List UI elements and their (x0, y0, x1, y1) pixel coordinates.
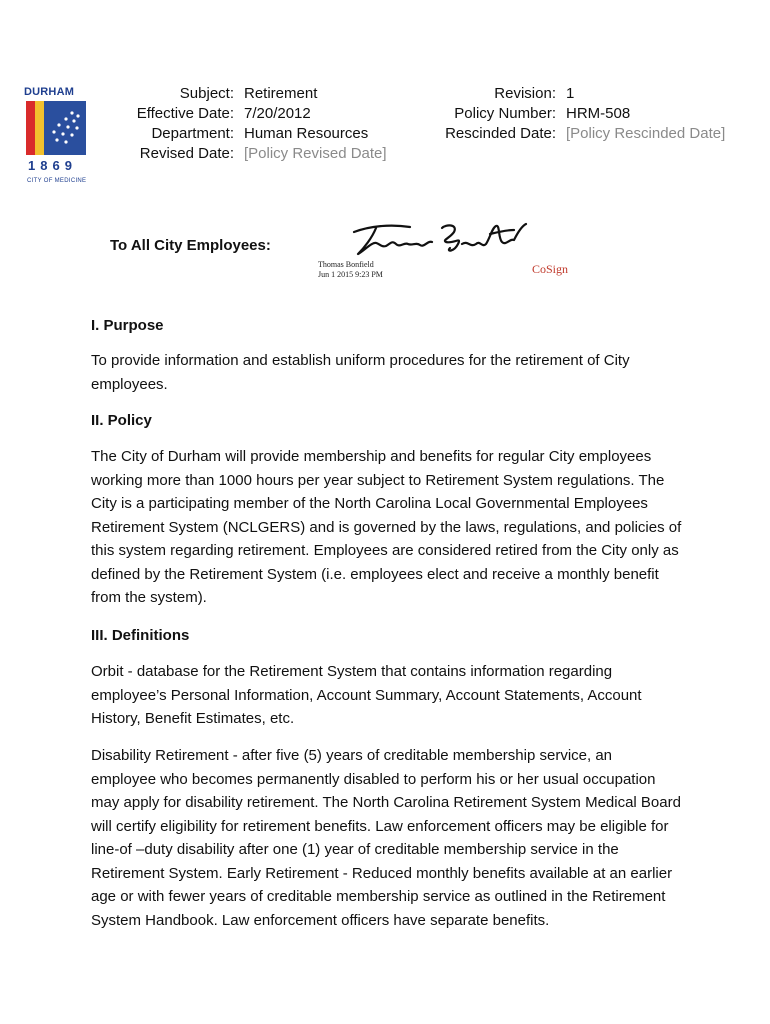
logo-wordmark: DURHAM (24, 86, 75, 98)
signer-name: Thomas Bonfield (318, 260, 374, 269)
revised-date-label: Revised Date: (139, 145, 234, 162)
definitions-disability: Disability Retirement - after five (5) years of creditable membership service, an employee who becomes permanently disabled to perform his or her usual occupation may apply for disability retirement. The North Carolina Retirement System Medical Board will certify eligibility for retirement benefits. Law enforcement officers may be eligible for line-of –duty disability after one (1) year of creditable membership service in the Retirement System. Early Retirement - Reduced monthly benefits available at an earlier age or with fewer years of creditable membership service as outlined in the Retirement System Handbook. Law enforcement officers have separate benefits. (91, 747, 681, 929)
rescinded-date-label: Rescinded Date: (445, 125, 556, 142)
header-left-labels (96, 84, 234, 164)
logo-red-stripe (26, 101, 35, 155)
header-right-values (566, 84, 725, 144)
policy-text: The City of Durham will provide membership and benefits for regular City employees working more than 1000 hours per year subject to Retirement System regulations. The City is a participating member of the North Carolina Local Governmental Employees Retirement System (NCLGERS) and is governed by the laws, regulations, and policies of this system regarding retirement. Employees are considered retired from the City only as defined by the Retirement System (i.e. employees elect and receive a monthly benefit from the system). (91, 448, 682, 606)
header-right-labels (420, 84, 556, 144)
revision-label: Revision: (494, 85, 556, 102)
subject-label: Subject: (179, 85, 234, 102)
logo-yellow-stripe (35, 101, 44, 155)
logo-blue-field (44, 101, 86, 155)
effective-date-value: 7/20/2012 (244, 105, 311, 122)
policy-number-value: HRM-508 (566, 105, 631, 122)
policy-heading: II. Policy (91, 412, 152, 429)
handwritten-signature (350, 218, 530, 260)
effective-date-label: Effective Date: (136, 105, 234, 122)
definitions-heading: III. Definitions (91, 627, 190, 644)
city-logo (24, 86, 88, 194)
logo-year: 1869 (28, 158, 77, 173)
rescinded-date-value: [Policy Rescinded Date] (566, 125, 726, 142)
definitions-orbit: Orbit - database for the Retirement System that contains information regarding employee’s Personal Information, Account Summary, Account Statements, Account History, Benefit Estimates, etc. (91, 663, 642, 727)
policy-number-label: Policy Number: (454, 105, 556, 122)
logo-stars-icon (44, 101, 86, 155)
department-value: Human Resources (244, 125, 369, 142)
purpose-text: To provide information and establish uniform procedures for the retirement of City employees. (91, 352, 630, 393)
header-left-values (244, 84, 387, 164)
revision-value: 1 (566, 85, 575, 102)
logo-tagline: CITY OF MEDICINE (27, 178, 87, 184)
logo-flag (26, 101, 86, 155)
purpose-heading: I. Purpose (91, 317, 164, 334)
revised-date-value: [Policy Revised Date] (244, 145, 387, 162)
department-label: Department: (151, 125, 234, 142)
cosign-logo: CoSign (532, 262, 569, 276)
salutation: To All City Employees: (110, 237, 271, 254)
signature-timestamp: Jun 1 2015 9:23 PM (318, 270, 383, 279)
subject-value: Retirement (244, 85, 318, 102)
